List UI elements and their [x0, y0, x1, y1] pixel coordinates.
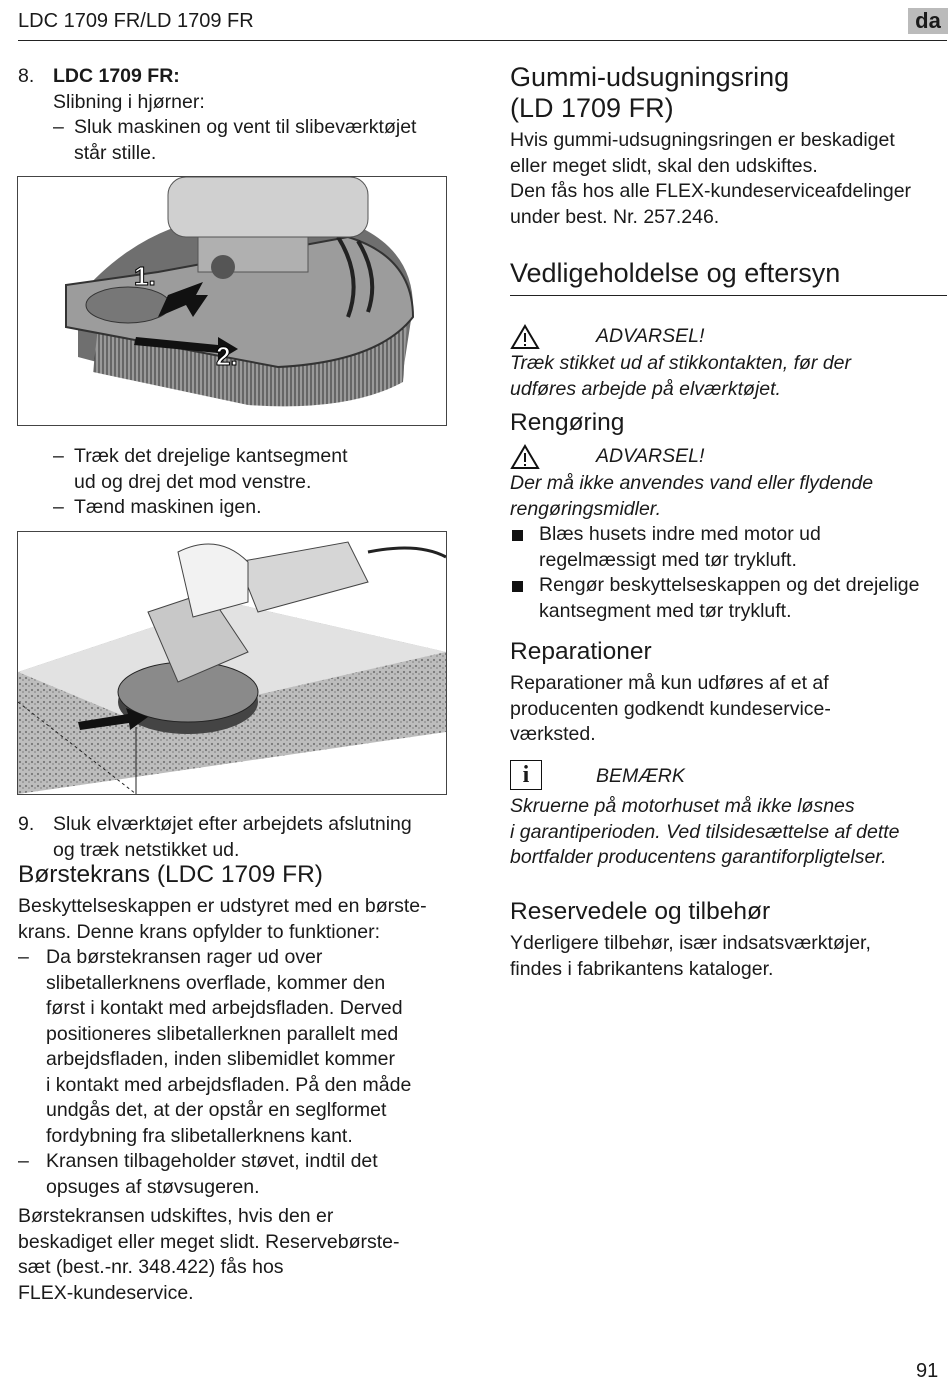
paragraph-line: værksted. [510, 723, 596, 745]
warning-triangle-icon [510, 444, 540, 470]
square-bullet-icon [512, 530, 523, 541]
paragraph-line: Beskyttelseskappen er udstyret med en børste- [18, 895, 427, 917]
step-text: Sluk elværktøjet efter arbejdets afslutning [53, 813, 412, 835]
header-rule [18, 40, 947, 41]
section-heading: Reparationer [510, 638, 652, 665]
paragraph-line: beskadiget eller meget slidt. Reservebørste- [18, 1230, 400, 1253]
header-title: LDC 1709 FR/LD 1709 FR [18, 10, 254, 32]
paragraph-line: Reparationer må kun udføres af et af [510, 672, 829, 694]
section-spare-parts [510, 897, 947, 982]
list-item-text: Sluk maskinen og vent til slibeværktøjet [74, 116, 417, 138]
section-heading: Rengøring [510, 409, 625, 436]
list-item-text: Da børstekransen rager ud over [46, 946, 323, 968]
note-text: i garantiperioden. Ved tilsidesættelse af dette [510, 820, 900, 843]
list-item [18, 945, 458, 1149]
page-number: 91 [916, 1360, 939, 1382]
paragraph-line: Yderligere tilbehør, især indsatsværktøjer, [510, 932, 871, 954]
section-cleaning [510, 408, 947, 624]
info-icon: i [510, 760, 542, 790]
warning-text: udføres arbejde på elværktøjet. [510, 377, 781, 400]
language-badge: da [908, 8, 948, 34]
figure-grinder-in-corner [17, 531, 447, 795]
list-item [510, 522, 947, 573]
list-item-text: kantsegment med tør trykluft. [539, 599, 792, 622]
paragraph-line: Den fås hos alle FLEX-kundeserviceafdelinger [510, 180, 912, 202]
list-item-text: regelmæssigt med tør trykluft. [539, 548, 797, 571]
list-item-text: Blæs husets indre med motor ud [539, 523, 821, 545]
dash-marker: – [53, 445, 64, 467]
dash-marker: – [18, 946, 29, 968]
paragraph-line: findes i fabrikantens kataloger. [510, 957, 774, 980]
dash-marker: – [18, 1150, 29, 1172]
list-item-text: Tænd maskinen igen. [74, 496, 262, 518]
square-bullet-icon [512, 581, 523, 592]
section-rubber-ring [510, 62, 947, 230]
list-item-text: fordybning fra slibetallerknens kant. [46, 1124, 353, 1147]
list-item [53, 115, 458, 166]
warning-label: ADVARSEL! [596, 445, 705, 467]
warning-block-1 [510, 324, 947, 402]
callout-2: 2. [216, 341, 238, 371]
list-item-text: ud og drej det mod venstre. [74, 470, 312, 493]
paragraph-line: Børstekransen udskiftes, hvis den er [18, 1205, 334, 1227]
paragraph-line: FLEX-kundeservice. [18, 1281, 194, 1304]
section-heading: (LD 1709 FR) [510, 93, 674, 123]
note-text: Skruerne på motorhuset må ikke løsnes [510, 795, 855, 817]
note-text: bortfalder producentens garantiforpligtelser. [510, 846, 887, 868]
instruction-list [53, 444, 453, 521]
section-heading: Vedligeholdelse og eftersyn [510, 258, 841, 288]
grinder-illustration [18, 177, 446, 425]
warning-triangle-icon [510, 324, 540, 350]
list-item-text: positioneres slibetallerknen parallelt med [46, 1022, 399, 1045]
section-maintenance [510, 258, 947, 296]
list-item-text: i kontakt med arbejdsfladen. På den måde [46, 1073, 412, 1096]
warning-text: rengøringsmidler. [510, 497, 661, 520]
list-item [53, 444, 453, 495]
paragraph-line: under best. Nr. 257.246. [510, 205, 720, 228]
list-item-text: opsuges af støvsugeren. [46, 1175, 260, 1198]
note-block [510, 760, 947, 871]
list-item-text: Træk det drejelige kantsegment [74, 445, 348, 467]
list-item-text: slibetallerknens overflade, kommer den [46, 971, 386, 994]
step-title: LDC 1709 FR: [53, 65, 180, 87]
step-number: 9. [18, 813, 35, 835]
warning-label: ADVARSEL! [596, 325, 705, 347]
note-label: BEMÆRK [596, 765, 685, 787]
step-text: og træk netstikket ud. [53, 838, 240, 861]
step-number: 8. [18, 65, 35, 87]
figure-angle-grinder-top [17, 176, 447, 426]
section-rule [510, 295, 947, 296]
list-item-text: undgås det, at der opstår en seglformet [46, 1099, 387, 1121]
paragraph-line: producenten godkendt kundeservice- [510, 697, 831, 720]
list-item-text: arbejdsfladen, inden slibemidlet kommer [46, 1048, 396, 1070]
list-item-text: Rengør beskyttelseskappen og det drejelige [539, 574, 920, 596]
section-repairs [510, 637, 947, 748]
list-item-text: Kransen tilbageholder støvet, indtil det [46, 1150, 378, 1172]
step-8 [18, 64, 458, 166]
callout-1: 1. [134, 261, 156, 291]
list-item [18, 1149, 458, 1200]
list-item [510, 573, 947, 624]
section-heading: Børstekrans (LDC 1709 FR) [18, 861, 323, 888]
list-item [53, 495, 453, 521]
paragraph-line: krans. Denne krans opfylder to funktioner: [18, 920, 381, 943]
dash-marker: – [53, 116, 64, 138]
warning-text: Der må ikke anvendes vand eller flydende [510, 472, 874, 494]
list-item-text: står stille. [74, 141, 157, 164]
warning-text: Træk stikket ud af stikkontakten, før der [510, 352, 852, 374]
paragraph-line: eller meget slidt, skal den udskiftes. [510, 154, 818, 177]
paragraph-line: sæt (best.-nr. 348.422) fås hos [18, 1256, 284, 1278]
section-heading: Reservedele og tilbehør [510, 898, 771, 925]
dash-marker: – [53, 496, 64, 518]
corner-grinding-illustration [18, 532, 446, 794]
section-heading: Gummi-udsugningsring [510, 62, 790, 92]
step-9 [18, 812, 458, 863]
paragraph-line: Hvis gummi-udsugningsringen er beskadiget [510, 129, 895, 151]
section-brush-ring [18, 860, 458, 1306]
list-item-text: først i kontakt med arbejdsfladen. Derved [46, 997, 403, 1019]
step-subtitle: Slibning i hjørner: [53, 90, 205, 113]
